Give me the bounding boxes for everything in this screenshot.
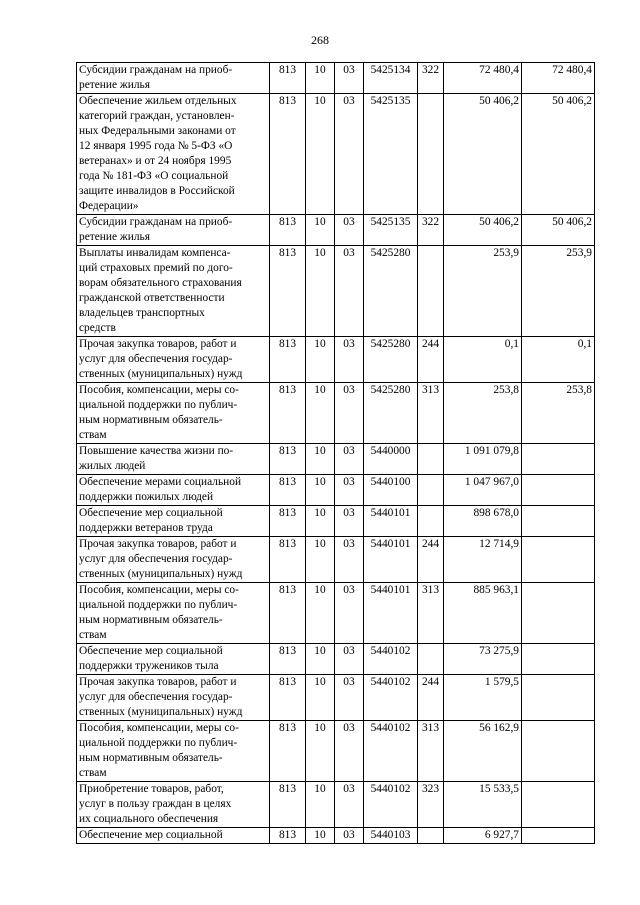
item-name-cell: Обеспечение мер социальной (77, 828, 270, 844)
expense-type-cell: 244 (418, 537, 444, 583)
federal-amount-cell (522, 537, 595, 583)
target-article-cell: 5425135 (364, 94, 418, 215)
federal-amount-cell (522, 444, 595, 475)
federal-amount-cell (522, 583, 595, 644)
ministry-code-cell: 813 (270, 444, 306, 475)
amount-cell: 56 162,9 (444, 721, 522, 782)
expense-type-cell (418, 444, 444, 475)
section-code-cell: 10 (306, 246, 335, 337)
amount-cell: 73 275,9 (444, 644, 522, 675)
federal-amount-cell: 253,9 (522, 246, 595, 337)
item-name-cell: Прочая закупка товаров, работ и услуг для обеспечения государ- ственных (муниципальных) нужд (77, 337, 270, 383)
expense-type-cell: 313 (418, 721, 444, 782)
target-article-cell: 5440000 (364, 444, 418, 475)
section-code-cell: 10 (306, 337, 335, 383)
federal-amount-cell (522, 828, 595, 844)
federal-amount-cell (522, 721, 595, 782)
ministry-code-cell: 813 (270, 506, 306, 537)
subsection-code-cell: 03 (335, 675, 364, 721)
section-code-cell: 10 (306, 63, 335, 94)
subsection-code-cell: 03 (335, 63, 364, 94)
section-code-cell: 10 (306, 215, 335, 246)
table-body (77, 63, 595, 844)
federal-amount-cell (522, 782, 595, 828)
federal-amount-cell (522, 675, 595, 721)
section-code-cell: 10 (306, 782, 335, 828)
target-article-cell: 5440100 (364, 475, 418, 506)
subsection-code-cell: 03 (335, 537, 364, 583)
amount-cell: 0,1 (444, 337, 522, 383)
item-name-cell: Пособия, компенсации, меры со- циальной поддержки по публич- ным нормативным обязатель- ствам (77, 383, 270, 444)
federal-amount-cell: 253,8 (522, 383, 595, 444)
item-name-cell: Обеспечение жильем отдельных категорий граждан, установлен- ных Федеральными законами от 12 января 1995 года № 5-ФЗ «О ветеранах» и от 24 ноября 1995 года № 181-ФЗ «О социальной защите инвалидов в Российской Федерации» (77, 94, 270, 215)
subsection-code-cell: 03 (335, 583, 364, 644)
section-code-cell: 10 (306, 721, 335, 782)
table-row (77, 215, 595, 246)
table-row (77, 583, 595, 644)
expense-type-cell: 323 (418, 782, 444, 828)
table-row (77, 246, 595, 337)
expense-type-cell (418, 475, 444, 506)
amount-cell: 885 963,1 (444, 583, 522, 644)
subsection-code-cell: 03 (335, 475, 364, 506)
ministry-code-cell: 813 (270, 94, 306, 215)
item-name-cell: Пособия, компенсации, меры со- циальной поддержки по публич- ным нормативным обязатель- ствам (77, 721, 270, 782)
target-article-cell: 5440101 (364, 506, 418, 537)
expense-type-cell: 244 (418, 337, 444, 383)
subsection-code-cell: 03 (335, 644, 364, 675)
budget-table (76, 62, 595, 844)
item-name-cell: Выплаты инвалидам компенса- ций страховых премий по дого- ворам обязательного страхования гражданской ответственности владельцев транспортных средств (77, 246, 270, 337)
expense-type-cell (418, 644, 444, 675)
ministry-code-cell: 813 (270, 63, 306, 94)
ministry-code-cell: 813 (270, 644, 306, 675)
item-name-cell: Прочая закупка товаров, работ и услуг для обеспечения государ- ственных (муниципальных) нужд (77, 537, 270, 583)
table-row (77, 94, 595, 215)
table-row (77, 383, 595, 444)
ministry-code-cell: 813 (270, 537, 306, 583)
federal-amount-cell: 0,1 (522, 337, 595, 383)
amount-cell: 1 579,5 (444, 675, 522, 721)
table-row (77, 63, 595, 94)
amount-cell: 898 678,0 (444, 506, 522, 537)
section-code-cell: 10 (306, 444, 335, 475)
amount-cell: 253,8 (444, 383, 522, 444)
item-name-cell: Субсидии гражданам на приоб- ретение жилья (77, 215, 270, 246)
expense-type-cell (418, 506, 444, 537)
section-code-cell: 10 (306, 828, 335, 844)
federal-amount-cell: 50 406,2 (522, 94, 595, 215)
ministry-code-cell: 813 (270, 828, 306, 844)
expense-type-cell: 313 (418, 383, 444, 444)
table-row (77, 475, 595, 506)
item-name-cell: Субсидии гражданам на приоб- ретение жилья (77, 63, 270, 94)
target-article-cell: 5440102 (364, 675, 418, 721)
expense-type-cell: 244 (418, 675, 444, 721)
target-article-cell: 5425280 (364, 337, 418, 383)
amount-cell: 1 091 079,8 (444, 444, 522, 475)
target-article-cell: 5440102 (364, 782, 418, 828)
target-article-cell: 5440101 (364, 583, 418, 644)
subsection-code-cell: 03 (335, 444, 364, 475)
expense-type-cell (418, 246, 444, 337)
expense-type-cell: 313 (418, 583, 444, 644)
table-row (77, 721, 595, 782)
table-row (77, 828, 595, 844)
ministry-code-cell: 813 (270, 215, 306, 246)
table-row (77, 537, 595, 583)
ministry-code-cell: 813 (270, 583, 306, 644)
section-code-cell: 10 (306, 583, 335, 644)
expense-type-cell (418, 828, 444, 844)
amount-cell: 1 047 967,0 (444, 475, 522, 506)
amount-cell: 6 927,7 (444, 828, 522, 844)
amount-cell: 253,9 (444, 246, 522, 337)
target-article-cell: 5425135 (364, 215, 418, 246)
target-article-cell: 5425280 (364, 246, 418, 337)
subsection-code-cell: 03 (335, 782, 364, 828)
federal-amount-cell: 50 406,2 (522, 215, 595, 246)
subsection-code-cell: 03 (335, 246, 364, 337)
table-row (77, 506, 595, 537)
item-name-cell: Повышение качества жизни по- жилых людей (77, 444, 270, 475)
federal-amount-cell: 72 480,4 (522, 63, 595, 94)
ministry-code-cell: 813 (270, 475, 306, 506)
item-name-cell: Пособия, компенсации, меры со- циальной поддержки по публич- ным нормативным обязатель- ствам (77, 583, 270, 644)
item-name-cell: Обеспечение мерами социальной поддержки пожилых людей (77, 475, 270, 506)
ministry-code-cell: 813 (270, 782, 306, 828)
item-name-cell: Обеспечение мер социальной поддержки ветеранов труда (77, 506, 270, 537)
table-row (77, 644, 595, 675)
table-row (77, 337, 595, 383)
section-code-cell: 10 (306, 506, 335, 537)
ministry-code-cell: 813 (270, 337, 306, 383)
amount-cell: 50 406,2 (444, 94, 522, 215)
federal-amount-cell (522, 644, 595, 675)
expense-type-cell: 322 (418, 215, 444, 246)
subsection-code-cell: 03 (335, 94, 364, 215)
section-code-cell: 10 (306, 537, 335, 583)
subsection-code-cell: 03 (335, 828, 364, 844)
amount-cell: 12 714,9 (444, 537, 522, 583)
ministry-code-cell: 813 (270, 721, 306, 782)
ministry-code-cell: 813 (270, 383, 306, 444)
subsection-code-cell: 03 (335, 721, 364, 782)
ministry-code-cell: 813 (270, 675, 306, 721)
table-row (77, 782, 595, 828)
section-code-cell: 10 (306, 475, 335, 506)
subsection-code-cell: 03 (335, 383, 364, 444)
expense-type-cell (418, 94, 444, 215)
subsection-code-cell: 03 (335, 506, 364, 537)
target-article-cell: 5425134 (364, 63, 418, 94)
amount-cell: 72 480,4 (444, 63, 522, 94)
expense-type-cell: 322 (418, 63, 444, 94)
amount-cell: 15 533,5 (444, 782, 522, 828)
page-number: 268 (311, 33, 329, 47)
federal-amount-cell (522, 475, 595, 506)
target-article-cell: 5440101 (364, 537, 418, 583)
target-article-cell: 5425280 (364, 383, 418, 444)
target-article-cell: 5440103 (364, 828, 418, 844)
section-code-cell: 10 (306, 94, 335, 215)
subsection-code-cell: 03 (335, 337, 364, 383)
section-code-cell: 10 (306, 675, 335, 721)
section-code-cell: 10 (306, 383, 335, 444)
table-row (77, 444, 595, 475)
target-article-cell: 5440102 (364, 721, 418, 782)
item-name-cell: Приобретение товаров, работ, услуг в пользу граждан в целях их социального обеспечения (77, 782, 270, 828)
amount-cell: 50 406,2 (444, 215, 522, 246)
section-code-cell: 10 (306, 644, 335, 675)
federal-amount-cell (522, 506, 595, 537)
target-article-cell: 5440102 (364, 644, 418, 675)
ministry-code-cell: 813 (270, 246, 306, 337)
subsection-code-cell: 03 (335, 215, 364, 246)
table-row (77, 675, 595, 721)
item-name-cell: Прочая закупка товаров, работ и услуг для обеспечения государ- ственных (муниципальных) нужд (77, 675, 270, 721)
item-name-cell: Обеспечение мер социальной поддержки тружеников тыла (77, 644, 270, 675)
